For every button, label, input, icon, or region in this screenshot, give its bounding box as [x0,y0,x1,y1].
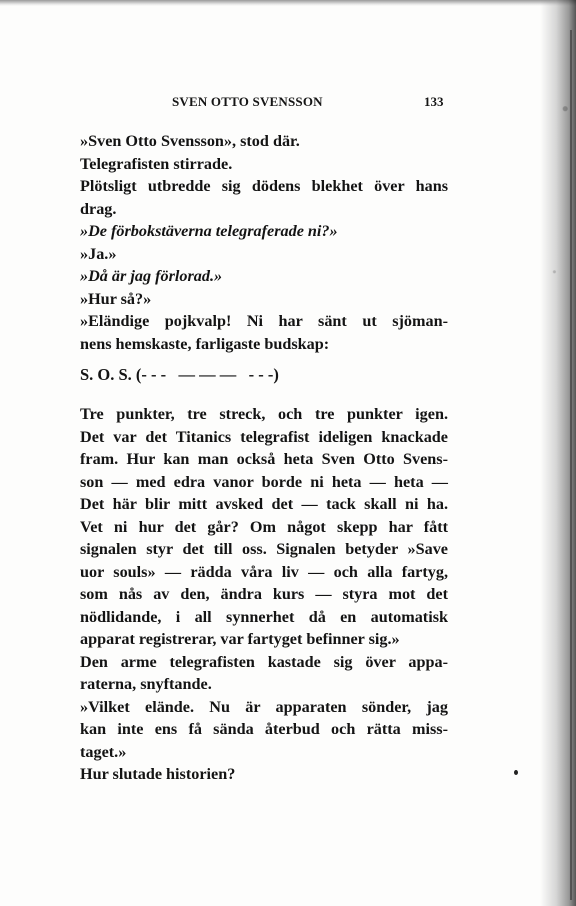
text-line: Det här blir mitt avsked det — tack skall ni ha. [80,495,448,513]
text-line: apparat registrerar, var fartyget befinner sig.» [80,630,400,648]
text-line: son — med edra vanor borde ni heta — heta — [80,472,448,491]
text-line: »Sven Otto Svensson», stod där. [80,132,300,150]
text-line: Det var det Titanics telegrafist ideligen knackade [80,427,448,446]
text-line: nödlidande, i all synnerhet då en automatisk [80,607,448,626]
scan-right-edge-line [570,30,572,900]
text-block-1 [80,130,448,355]
text-line: taget.» [80,742,127,761]
text-line: Vet ni hur det går? Om något skepp har fått [80,517,448,536]
text-line: drag. [80,199,117,218]
text-line: Den arme telegrafisten kastade sig över appa- [80,652,448,671]
text-line: signalen styr det till oss. Signalen betyder »Save [80,540,448,558]
text-line: nens hemskaste, farligaste budskap: [80,334,330,353]
text-line: »Då är jag förlorad.» [80,267,223,285]
text-line: Telegrafisten stirrade. [80,154,233,173]
ink-speck [514,770,518,775]
text-line: »Hur så?» [80,289,152,308]
text-line: »De förbokstäverna telegraferade ni?» [80,222,338,240]
text-block-2 [80,403,448,786]
page-number: 133 [424,94,444,109]
text-line: Hur slutade historien? [80,765,236,783]
text-line: »Ja.» [80,244,117,263]
text-line: kan inte ens få sända återbud och rätta miss- [80,720,448,738]
text-line: uor souls» — rädda våra liv — och alla fartyg, [80,562,448,581]
text-line: »Vilket elände. Nu är apparaten sönder, jag [80,697,448,716]
text-line: »Eländige pojkvalp! Ni har sänt ut sjöman- [80,312,448,330]
text-line: raterna, snyftande. [80,675,212,693]
text-line: fram. Hur kan man också heta Sven Otto Svens- [80,450,448,468]
sos-signal-line: S. O. S. (- - - — — — - - -) [80,365,279,384]
running-title: SVEN OTTO SVENSSON [172,94,323,109]
text-line: Tre punkter, tre streck, och tre punkter igen. [80,405,448,423]
text-line: Plötsligt utbredde sig dödens blekhet över hans [80,177,448,195]
text-line: som nås av den, ändra kurs — styra mot det [80,585,448,603]
scan-top-edge [0,0,576,6]
